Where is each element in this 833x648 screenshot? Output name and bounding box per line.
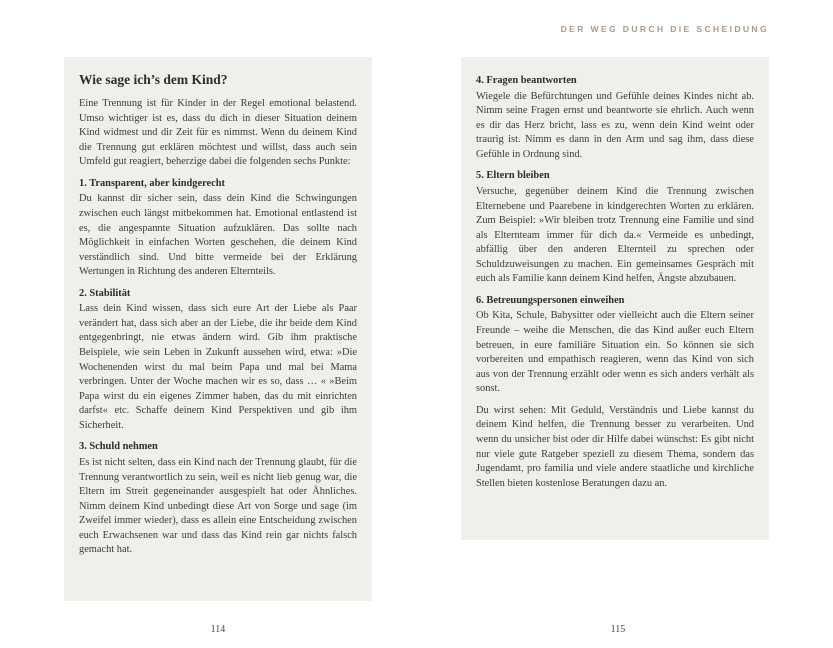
section-heading-5: 5. Eltern bleiben: [476, 170, 550, 182]
page-number-right: 115: [610, 624, 626, 635]
closing-paragraph: Du wirst sehen: Mit Geduld, Verständnis und Liebe kannst du deinem Kind helfen, die Trennung besser zu verarbeiten. Und wenn du unsicher bist oder dir Hilfe dabei wünschst: Es gibt nicht nur viele gute Ratgeber speziell zu diesem Thema, sondern das Jugendamt, pro familia und viele andere staatliche und kirchliche Stellen bieten kostenlose Beratungen dazu an.: [476, 404, 754, 489]
page-number-left: 114: [210, 624, 226, 635]
section-heading-2: 2. Stabilität: [79, 287, 131, 299]
section-paragraph-1: Du kannst dir sicher sein, dass dein Kind die Schwingungen zwischen euch längst mitbekommen hat. Emotional entlastend ist es, die angespannte Situation aufzuklären. Das sollte nach Möglichkeit in einfachen Worten geschehen, die deinem Kind verständlich sind. Und bitte vermeide bei der Erklärung Wertungen in Richtung des anderen Elternteils.: [79, 193, 357, 278]
right-page-panel: [461, 57, 769, 540]
section-paragraph-2: Lass dein Kind wissen, dass sich eure Art der Liebe als Paar verändert hat, dass sich aber an der Liebe, die ihr beide dem Kind entgegenbringt, nie etwas ändern wird. Gib ihm praktische Beispiele, wie sein Leben in Zukunft aussehen wird, etwa: »Die Wochenenden wirst du mal beim Papa und mal bei Mama verbringen. Unter der Woche machen wir es so, dass … « »Beim Papa wirst du ein eigenes Zimmer haben, das du mit einrichten darfst« etc. Schaffe deinem Kind Perspektiven und gib ihm Sicherheit.: [79, 303, 357, 431]
section-heading-1: 1. Transparent, aber kindgerecht: [79, 177, 225, 189]
section-paragraph-4: Wiegele die Befürchtungen und Gefühle deines Kindes nicht ab. Nimm seine Fragen ernst und beantworte sie ehrlich. Auch wenn es dir das Herz bricht, lass es zu, wenn dein Kind weint oder traurig ist. Nimm es dann in den Arm und sag ihm, dass diese Gefühle in Ordnung sind.: [476, 90, 754, 160]
left-page-panel: [64, 57, 372, 601]
intro-paragraph: Eine Trennung ist für Kinder in der Regel emotional belastend. Umso wichtiger ist es, dass du dich in dieser Situation deinem Kind widmest und dir Zeit für es nimmst. Wenn du deinem Kind die Trennung gut erklären möchtest und willst, dass auch sein Umfeld gut reagiert, beherzige dabei die folgenden sechs Punkte:: [79, 98, 357, 168]
section-paragraph-6: Ob Kita, Schule, Babysitter oder vielleicht auch die Eltern seiner Freunde – weihe die Menschen, die das Kind außer euch Eltern betreuen, in eure familiäre Situation ein. So können sie sich vorbereiten und empathisch reagieren, wenn das Kind von sich aus von der Trennung erzählt oder wenn es sich anders verhält als sonst.: [476, 310, 754, 395]
section-paragraph-5: Versuche, gegenüber deinem Kind die Trennung zwischen Elternebene und Paarebene in kindgerechten Worten zu erklären. Zum Beispiel: »Wir bleiben trotz Trennung eine Familie und sind als Elternteam immer für dich da.« Vermeide es unbedingt, abfällig über den anderen Elternteil zu sprechen oder Schuldzuweisungen zu machen. Ein gemeinsames Gespräch mit euch als Familie kann deinem Kind helfen, Ängste abzubauen.: [476, 185, 754, 285]
section-heading-3: 3. Schuld nehmen: [79, 441, 158, 453]
section-paragraph-3: Es ist nicht selten, dass ein Kind nach der Trennung glaubt, für die Trennung verantwortlich zu sein, weil es nicht lieb genug war, die Eltern im Streit gegeneinander ausgespielt hat oder Ähnliches. Nimm deinem Kind unbedingt diese Art von Sorge und sage (im Zweifel immer wieder), dass es allein eine Entscheidung zwischen euch Erwachsenen war und dass das Kind rein gar nichts falsch gemacht hat.: [79, 456, 357, 556]
section-heading-6: 6. Betreuungspersonen einweihen: [476, 294, 625, 306]
running-header: DER WEG DURCH DIE SCHEIDUNG: [560, 24, 769, 34]
chapter-title: Wie sage ich’s dem Kind?: [79, 72, 228, 87]
section-heading-4: 4. Fragen beantworten: [476, 75, 577, 86]
